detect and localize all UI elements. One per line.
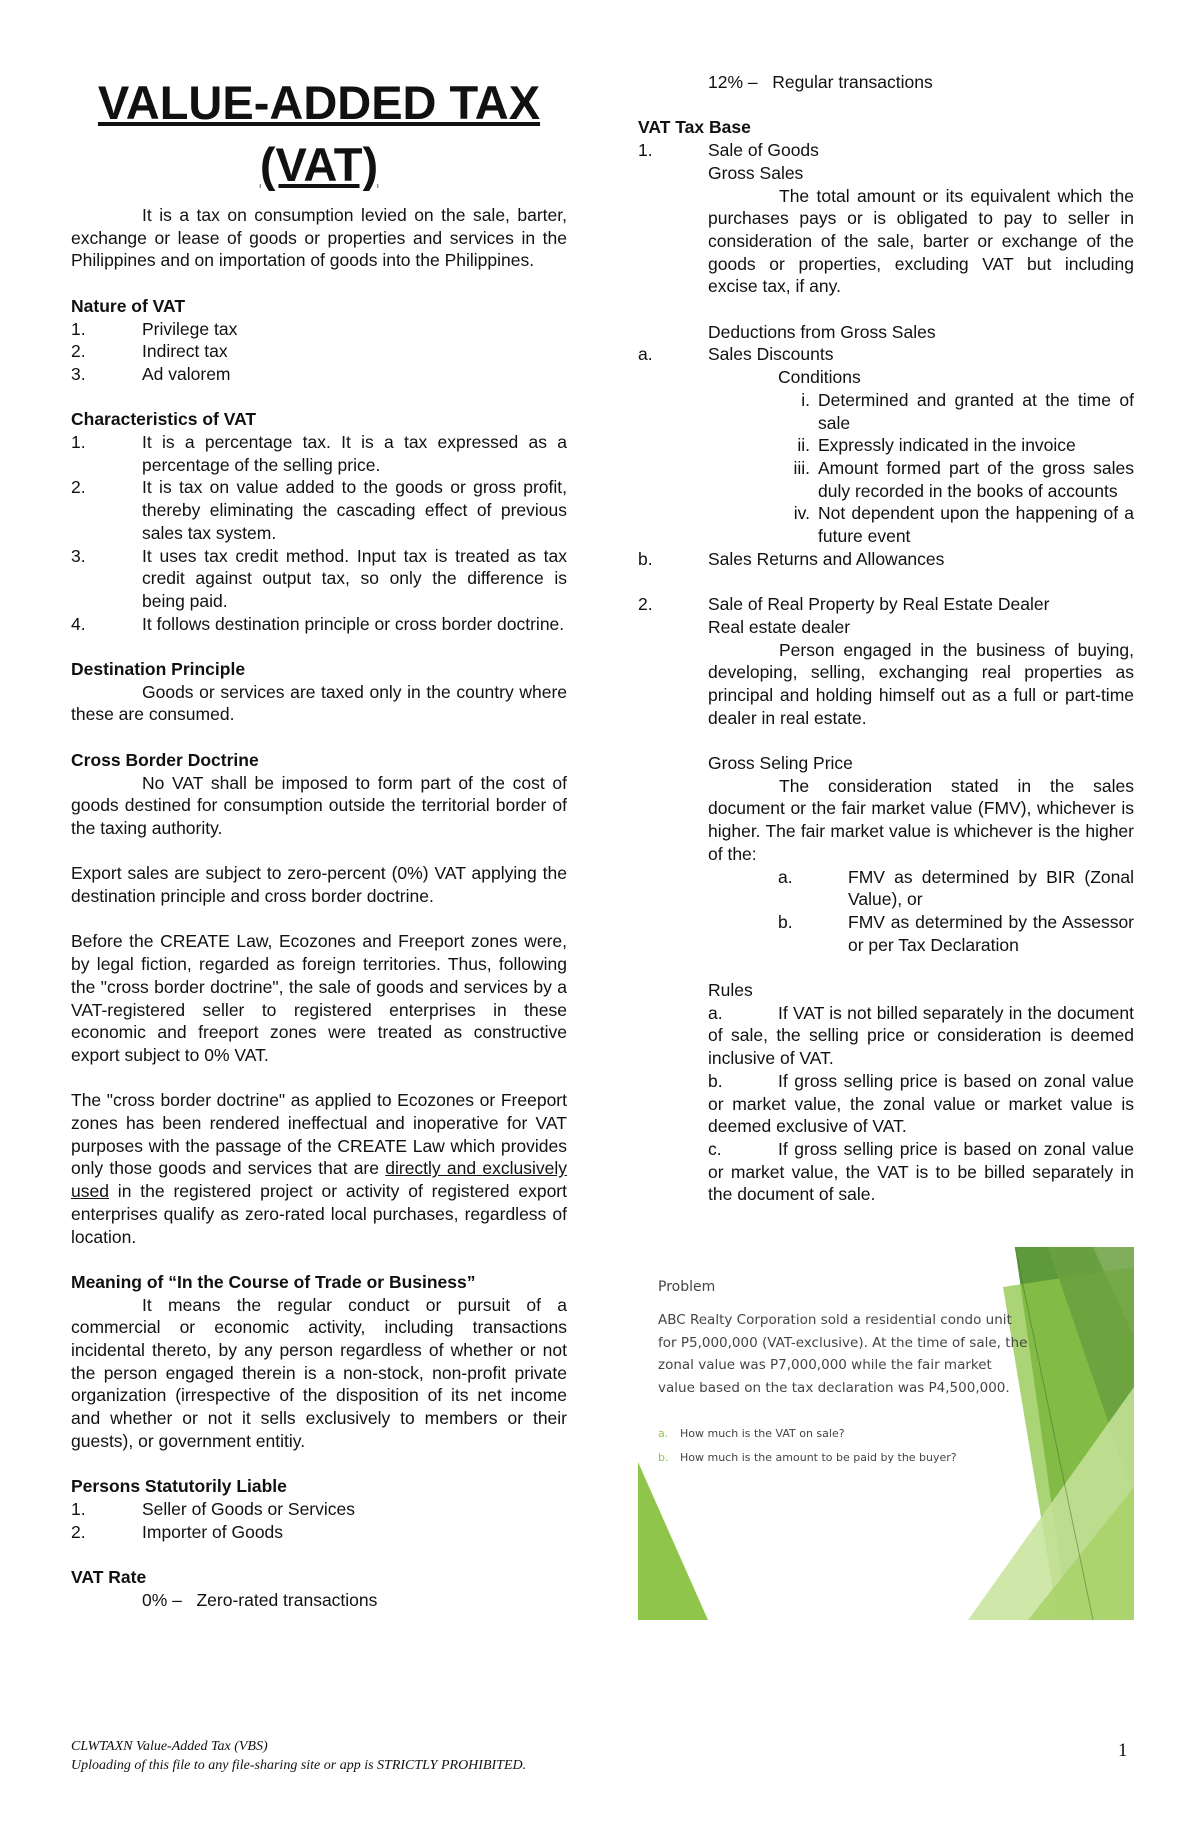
- slide-corner-triangle: [638, 1462, 708, 1620]
- conditions-list: [638, 389, 1134, 548]
- question-b: b. How much is the amount to be paid by the buyer?: [658, 1451, 957, 1464]
- destination-heading: Destination Principle: [71, 659, 246, 680]
- footer: [71, 1737, 526, 1775]
- cross-border-heading: Cross Border Doctrine: [71, 749, 259, 770]
- left-column: [71, 204, 567, 1611]
- export-paragraph: Export sales are subject to zero-percent (0%) VAT applying the destination principle and cross border doctrine.: [71, 863, 567, 907]
- intro-paragraph: It is a tax on consumption levied on the sale, barter, exchange or lease of goods or properties and services in the Philippines and on importation of goods into the Philippines.: [71, 205, 567, 271]
- characteristics-heading: Characteristics of VAT: [71, 409, 257, 430]
- dealer-label: Real estate dealer: [708, 616, 851, 637]
- list-item: a. Sales Discounts: [638, 344, 834, 365]
- dealer-text: Person engaged in the business of buying, developing, selling, exchanging real properties as principal and holding himself out as a full or part-time dealer in real estate.: [708, 639, 1134, 728]
- problem-text: ABC Realty Corporation sold a residential condo unit for P5,000,000 (VAT-exclusive). At the time of sale, the zonal value was P7,000,000 while the fair market value based on the tax declaration was P4,500,000.: [658, 1312, 1028, 1396]
- vat-rate-zero: 0% – Zero-rated transactions: [142, 1589, 378, 1610]
- cross-border-text: No VAT shall be imposed to form part of the cost of goods destined for consumption outside the territorial border of the taxing authority.: [71, 772, 567, 838]
- fmv-list: [638, 866, 1134, 957]
- rules-list: [638, 1002, 1134, 1206]
- trade-heading: Meaning of “In the Course of Trade or Business”: [71, 1271, 476, 1292]
- title-line-1: VALUE-ADDED TAX: [97, 76, 541, 129]
- footer-line-2: Uploading of this file to any file-sharing site or app is STRICTLY PROHIBITED.: [71, 1758, 527, 1773]
- create-after-paragraph: The "cross border doctrine" as applied to Ecozones or Freeport zones has been rendered ineffectual and inoperative for VAT purposes with the passage of the CREATE Law which provides only those goods and services that are directly and exclusively used in the registered project or activity of registered export enterprises qualify as zero-rated local purchases, regardless of location.: [71, 1090, 567, 1247]
- list-item: 2. Indirect tax: [71, 341, 228, 362]
- problem-slide: [638, 1247, 1134, 1620]
- right-column: [638, 71, 1134, 1206]
- conditions-label: Conditions: [778, 367, 861, 388]
- list-item: a. FMV as determined by BIR (Zonal Value), or: [778, 866, 1134, 910]
- title-line-2: (VAT): [259, 138, 379, 191]
- page-number: 1: [1118, 1740, 1128, 1761]
- list-item: 3. It uses tax credit method. Input tax is treated as tax credit against output tax, so only the difference is being paid.: [71, 545, 567, 611]
- vat-rate-twelve: 12% – Regular transactions: [708, 72, 933, 92]
- gross-selling-price-text: The consideration stated in the sales document or the fair market value (FMV), whichever is higher. The fair market value is whichever is the higher of the:: [708, 775, 1134, 864]
- footer-line-1: CLWTAXN Value-Added Tax (VBS): [71, 1739, 268, 1754]
- list-item: 3. Ad valorem: [71, 363, 231, 384]
- list-item: iii. Amount formed part of the gross sales duly recorded in the books of accounts: [793, 457, 1134, 501]
- document-title: [71, 72, 567, 196]
- underlined-phrase: directly and exclusively used: [71, 1158, 567, 1202]
- trade-text: It means the regular conduct or pursuit of a commercial or economic activity, including transactions incidental thereto, by any person regardless of whether or not the person engaged therein is a non-stock, non-profit private organization (irrespective of the disposition of its net income and whether or not it sells exclusively to members or their guests), or government entitiy.: [71, 1294, 567, 1451]
- gross-selling-price-label: Gross Seling Price: [708, 753, 853, 774]
- list-item: a. If VAT is not billed separately in the document of sale, the selling price or consideration is deemed inclusive of VAT.: [708, 1002, 1134, 1069]
- list-item: 2. It is tax on value added to the goods or gross profit, thereby eliminating the cascading effect of previous sales tax system.: [71, 477, 567, 543]
- list-item: 1. It is a percentage tax. It is a tax expressed as a percentage of the selling price.: [71, 432, 567, 475]
- list-item: iv. Not dependent upon the happening of a future event: [793, 503, 1134, 547]
- deductions-label: Deductions from Gross Sales: [708, 321, 936, 342]
- list-item: i. Determined and granted at the time of sale: [801, 389, 1134, 433]
- list-item: 2. Importer of Goods: [71, 1521, 284, 1542]
- vat-rate-heading: VAT Rate: [71, 1567, 147, 1588]
- list-item: b. If gross selling price is based on zonal value or market value, the zonal value or market value is deemed exclusive of VAT.: [708, 1070, 1134, 1137]
- tax-base-heading: VAT Tax Base: [638, 117, 751, 138]
- list-item: 1. Sale of Goods: [638, 140, 819, 161]
- list-item: ii. Expressly indicated in the invoice: [797, 435, 1076, 456]
- list-item: b. FMV as determined by the Assessor or per Tax Declaration: [778, 911, 1134, 955]
- question-a: a. How much is the VAT on sale?: [658, 1427, 845, 1440]
- list-item: 1. Privilege tax: [71, 318, 238, 339]
- gross-sales-text: The total amount or its equivalent which the purchases pays or is obligated to pay to seller in consideration of the sale, barter or exchange of the goods or properties, excluding VAT but including excise tax, if any.: [708, 185, 1134, 297]
- list-item: 4. It follows destination principle or cross border doctrine.: [71, 613, 565, 634]
- problem-label: Problem: [658, 1279, 716, 1295]
- destination-text: Goods or services are taxed only in the country where these are consumed.: [71, 681, 567, 725]
- list-item: 1. Seller of Goods or Services: [71, 1498, 356, 1519]
- persons-heading: Persons Statutorily Liable: [71, 1476, 287, 1497]
- list-item: c. If gross selling price is based on zonal value or market value, the VAT is to be billed separately in the document of sale.: [708, 1138, 1134, 1205]
- list-item: 2. Sale of Real Property by Real Estate Dealer: [638, 594, 1050, 615]
- rules-label: Rules: [708, 980, 753, 1001]
- nature-heading: Nature of VAT: [71, 295, 186, 316]
- list-item: b. Sales Returns and Allowances: [638, 548, 945, 569]
- gross-sales-label: Gross Sales: [708, 162, 804, 183]
- create-before-paragraph: Before the CREATE Law, Ecozones and Freeport zones were, by legal fiction, regarded as foreign territories. Thus, following the "cross border doctrine", the sale of goods and services by a VAT-registered seller to registered enterprises in these economic and freeport zones were treated as constructive export subject to 0% VAT.: [71, 931, 567, 1065]
